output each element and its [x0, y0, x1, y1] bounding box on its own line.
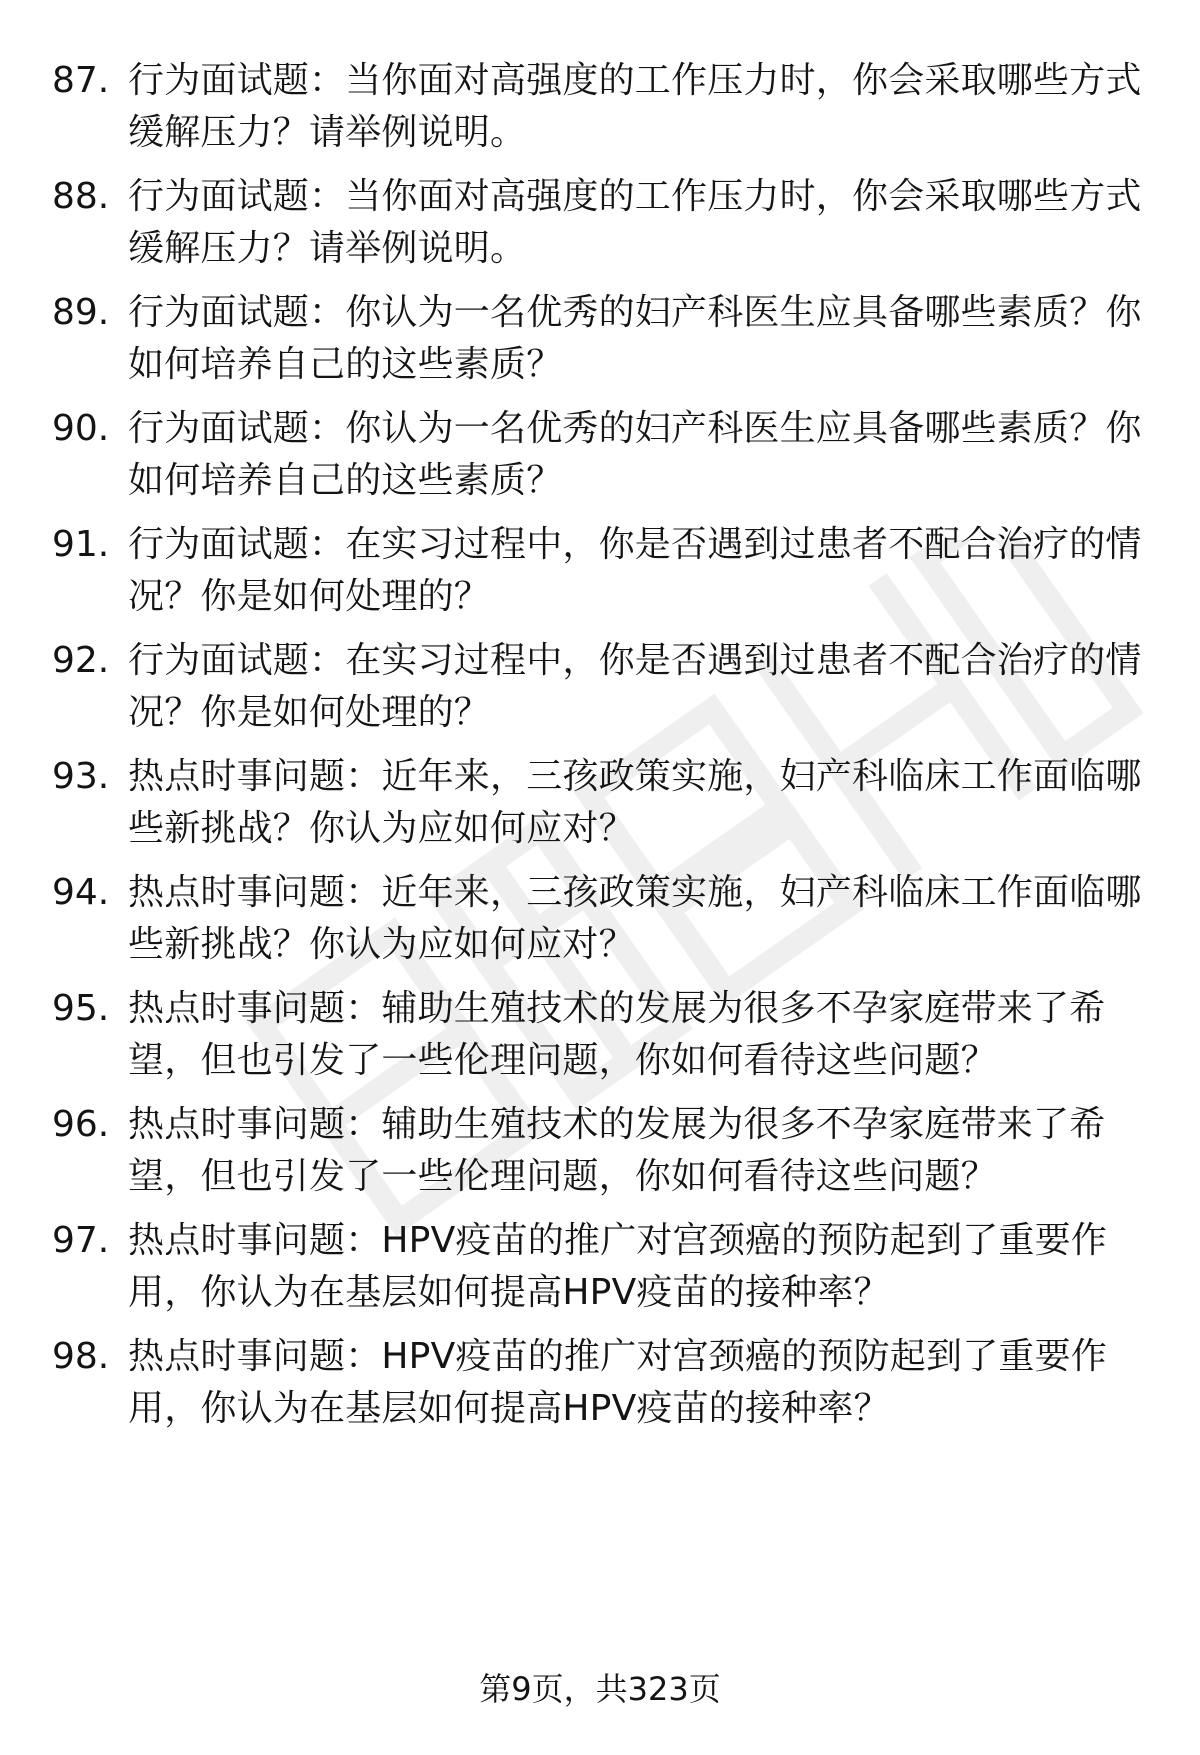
question-item [0, 867, 1200, 977]
question-text-line: 些新挑战？你认为应如何应对？ [128, 924, 635, 965]
question-text-line: 如何培养自己的这些素质？ [128, 460, 563, 501]
question-text-line: 用，你认为在基层如何提高HPV疫苗的接种率？ [128, 1272, 890, 1313]
question-item [0, 287, 1200, 397]
question-text-line: 热点时事问题：HPV疫苗的推广对宫颈癌的预防起到了重要作 [128, 1220, 1108, 1261]
question-item [0, 403, 1200, 513]
question-text-line: 缓解压力？请举例说明。 [128, 112, 527, 153]
question-item [0, 171, 1200, 281]
question-number: 92. [52, 640, 110, 681]
question-text-line: 况？你是如何处理的？ [128, 576, 491, 617]
question-text-line: 热点时事问题：近年来，三孩政策实施，妇产科临床工作面临哪 [128, 872, 1142, 913]
page-number-label: 第9页，共323页 [479, 1670, 721, 1708]
question-item [0, 1215, 1200, 1325]
question-item [0, 1331, 1200, 1441]
question-text-line: 缓解压力？请举例说明。 [128, 228, 527, 269]
question-number: 88. [52, 176, 110, 217]
question-number: 98. [52, 1336, 110, 1377]
question-text-line: 行为面试题：你认为一名优秀的妇产科医生应具备哪些素质？你 [128, 408, 1142, 449]
question-text-line: 望，但也引发了一些伦理问题，你如何看待这些问题？ [128, 1156, 997, 1197]
question-item [0, 519, 1200, 629]
question-text-line: 热点时事问题：辅助生殖技术的发展为很多不孕家庭带来了希 [128, 1104, 1106, 1145]
question-text-line: 用，你认为在基层如何提高HPV疫苗的接种率？ [128, 1388, 890, 1429]
question-text-line: 行为面试题：在实习过程中，你是否遇到过患者不配合治疗的情 [128, 640, 1142, 681]
question-text-line: 热点时事问题：辅助生殖技术的发展为很多不孕家庭带来了希 [128, 988, 1106, 1029]
question-text-line: 况？你是如何处理的？ [128, 692, 491, 733]
question-number: 94. [52, 872, 110, 913]
question-item [0, 55, 1200, 165]
question-item [0, 983, 1200, 1093]
question-item [0, 635, 1200, 745]
question-number: 91. [52, 524, 110, 565]
question-text-line: 热点时事问题：近年来，三孩政策实施，妇产科临床工作面临哪 [128, 756, 1142, 797]
question-text-line: 行为面试题：你认为一名优秀的妇产科医生应具备哪些素质？你 [128, 292, 1142, 333]
question-number: 90. [52, 408, 110, 449]
question-text-line: 行为面试题：当你面对高强度的工作压力时，你会采取哪些方式 [128, 176, 1142, 217]
question-number: 96. [52, 1104, 110, 1145]
question-number: 89. [52, 292, 110, 333]
question-text-line: 如何培养自己的这些素质？ [128, 344, 563, 385]
page-footer [0, 1667, 1200, 1711]
question-number: 87. [52, 60, 110, 101]
question-text-line: 望，但也引发了一些伦理问题，你如何看待这些问题？ [128, 1040, 997, 1081]
question-text-line: 热点时事问题：HPV疫苗的推广对宫颈癌的预防起到了重要作 [128, 1336, 1108, 1377]
question-number: 97. [52, 1220, 110, 1261]
question-number: 95. [52, 988, 110, 1029]
question-text-line: 行为面试题：在实习过程中，你是否遇到过患者不配合治疗的情 [128, 524, 1142, 565]
question-text-line: 行为面试题：当你面对高强度的工作压力时，你会采取哪些方式 [128, 60, 1142, 101]
question-item [0, 751, 1200, 861]
question-item [0, 1099, 1200, 1209]
question-text-line: 些新挑战？你认为应如何应对？ [128, 808, 635, 849]
question-number: 93. [52, 756, 110, 797]
